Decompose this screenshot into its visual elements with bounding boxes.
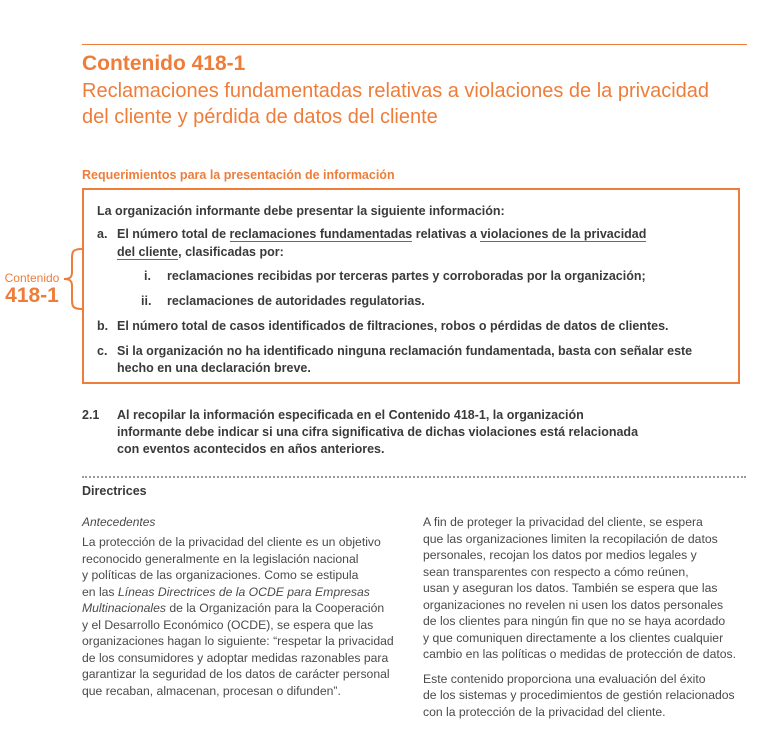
- title-line-2: del cliente y pérdida de datos del cliente: [82, 106, 438, 128]
- left-line: [82, 600, 412, 617]
- recommendation-line-3: con eventos acontecidos en años anteriores.: [117, 442, 385, 456]
- guidance-right-column: [423, 514, 758, 720]
- background-subheading: Antecedentes: [82, 515, 156, 529]
- right-line: de los clientes para ningún fin que no se haya acordado: [423, 614, 726, 628]
- left-line: que recaban, almacenan, procesan o difunden”.: [82, 683, 341, 698]
- guidance-left-column: [82, 534, 412, 699]
- section-divider: [82, 476, 746, 478]
- title-line-1: Reclamaciones fundamentadas relativas a violaciones de la privacidad: [82, 80, 710, 102]
- right-line: personales, recojan los datos por medios legales y: [423, 548, 697, 562]
- left-text: en las: [82, 584, 118, 599]
- item-c-line-2: hecho en una declaración breve.: [117, 361, 311, 375]
- left-line: reconocido generalmente en la legislación nacional: [82, 551, 359, 566]
- right-line: Este contenido proporciona una evaluación del éxito: [423, 671, 706, 686]
- left-text: de la Organización para la Cooperación: [166, 601, 385, 615]
- left-line: garantizar la seguridad de los datos de carácter personal: [82, 667, 390, 681]
- item-a-line-1: [117, 227, 646, 241]
- item-a-mid: relativas a: [412, 227, 481, 241]
- oecd-guidelines-title-cont: Multinacionales: [82, 601, 167, 615]
- item-a-post: , clasificadas por:: [178, 245, 284, 259]
- link-del-cliente[interactable]: del cliente: [117, 245, 179, 259]
- right-line: sean transparentes con respecto a cómo reúnen,: [423, 564, 689, 579]
- brace-icon: [62, 248, 84, 310]
- item-c-letter: c.: [97, 344, 108, 358]
- left-line: de los consumidores y adoptar medidas razonables para: [82, 650, 389, 665]
- right-line: organizaciones no revelen ni usen los datos personales: [423, 597, 724, 612]
- item-i-num: i.: [144, 269, 151, 283]
- right-line: con la protección de la privacidad del cliente.: [423, 704, 666, 719]
- recommendation-line-2: informante debe indicar si una cifra significativa de dichas violaciones está relacionada: [117, 425, 639, 439]
- right-line: de los sistemas y procedimientos de gestión relacionados: [423, 688, 735, 702]
- requirements-intro: La organización informante debe presentar la siguiente información:: [97, 204, 505, 218]
- item-a-line-2: [117, 245, 284, 259]
- item-i-text: reclamaciones recibidas por terceras partes y corroboradas por la organización;: [167, 269, 646, 283]
- guidance-heading: Directrices: [82, 484, 147, 498]
- left-line: organizaciones hagan lo siguiente: “respetar la privacidad: [82, 634, 394, 648]
- item-ii-num: ii.: [141, 294, 152, 308]
- oecd-guidelines-title: Líneas Directrices de la OCDE para Empresas: [117, 584, 370, 599]
- item-ii-text: reclamaciones de autoridades regulatorias.: [167, 294, 425, 308]
- right-line: y que comuniquen directamente a los clientes cualquier: [423, 630, 724, 645]
- left-line: y políticas de las organizaciones. Como se estipula: [82, 568, 359, 582]
- recommendation-num: 2.1: [82, 408, 100, 422]
- recommendation-line-1: Al recopilar la información especificada en el Contenido 418-1, la organización: [117, 408, 584, 422]
- disclosure-title: [82, 78, 752, 130]
- side-number: 418-1: [5, 284, 59, 307]
- item-b-text: El número total de casos identificados de filtraciones, robos o pérdidas de datos de clientes.: [117, 319, 669, 333]
- item-c-line-1: Si la organización no ha identificado ninguna reclamación fundamentada, basta con señalar este: [117, 344, 693, 358]
- side-label: Contenido: [4, 271, 60, 285]
- item-b-letter: b.: [97, 319, 109, 333]
- item-a-letter: a.: [97, 227, 108, 241]
- left-line: La protección de la privacidad del cliente es un objetivo: [82, 535, 381, 549]
- requirements-heading: Requerimientos para la presentación de información: [82, 168, 395, 182]
- right-line: usan y aseguran los datos. También se espera que las: [423, 581, 718, 595]
- link-violaciones-privacidad[interactable]: violaciones de la privacidad: [480, 227, 647, 241]
- left-line: [82, 584, 412, 601]
- right-line: A fin de proteger la privacidad del cliente, se espera: [423, 515, 703, 529]
- link-reclamaciones-fundamentadas[interactable]: reclamaciones fundamentadas: [229, 227, 413, 241]
- right-line: cambio en las políticas o medidas de protección de datos.: [423, 647, 736, 661]
- item-a-pre: El número total de: [117, 227, 230, 241]
- left-line: y el Desarrollo Económico (OCDE), se espera que las: [82, 617, 374, 632]
- header-rule: [82, 44, 747, 45]
- disclosure-code: Contenido 418-1: [82, 52, 246, 75]
- right-line: que las organizaciones limiten la recopilación de datos: [423, 531, 718, 546]
